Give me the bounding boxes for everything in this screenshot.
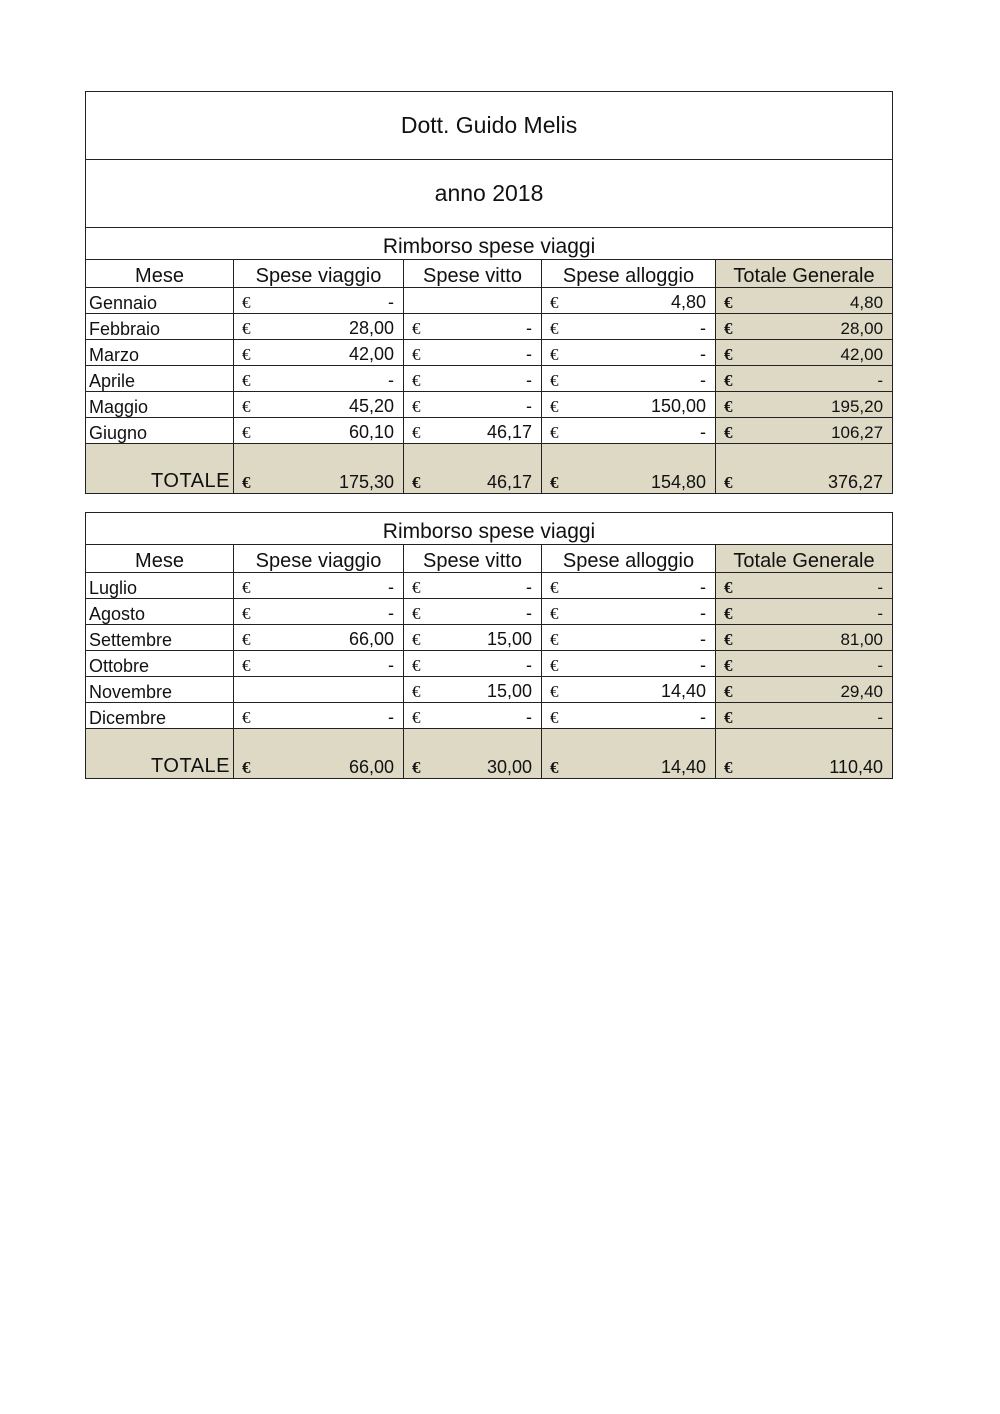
spese-alloggio-cell: [542, 418, 716, 444]
column-header-spese-viaggio: Spese viaggio: [234, 545, 404, 573]
month-cell: Novembre: [86, 677, 234, 703]
euro-symbol: €: [550, 423, 559, 442]
amount-value: 110,40: [829, 757, 883, 777]
totale-generale-cell: [716, 573, 893, 599]
amount-value: -: [526, 707, 532, 727]
spese-vitto-cell: [404, 366, 542, 392]
column-header-spese-viaggio: Spese viaggio: [234, 260, 404, 288]
total-label: TOTALE: [86, 444, 234, 494]
totale-generale-cell: [716, 366, 893, 392]
euro-symbol: €: [412, 758, 421, 777]
euro-symbol: €: [412, 371, 421, 390]
spese-viaggio-cell: [234, 340, 404, 366]
amount-value: 66,00: [348, 757, 394, 777]
month-cell: Ottobre: [86, 651, 234, 677]
section-title: Rimborso spese viaggi: [86, 513, 893, 545]
month-cell: Maggio: [86, 392, 234, 418]
spese-viaggio-cell: [234, 314, 404, 340]
amount-value: -: [526, 344, 532, 364]
totals-row: [86, 729, 893, 779]
amount-value: -: [877, 656, 883, 675]
month-cell: Febbraio: [86, 314, 234, 340]
column-header-totale-generale: Totale Generale: [716, 545, 893, 573]
table-row: [86, 677, 893, 703]
amount-value: -: [700, 344, 706, 364]
column-header-row: [86, 260, 893, 288]
spese-alloggio-cell: [542, 340, 716, 366]
spese-vitto-cell: [404, 677, 542, 703]
amount-value: -: [700, 422, 706, 442]
euro-symbol: €: [242, 319, 251, 338]
euro-symbol: €: [412, 423, 421, 442]
amount-value: 42,00: [840, 345, 884, 364]
euro-symbol: €: [550, 578, 559, 597]
spese-alloggio-cell: [542, 703, 716, 729]
euro-symbol: €: [242, 656, 251, 675]
expense-table-1: [85, 91, 893, 494]
column-header-spese-alloggio: Spese alloggio: [542, 545, 716, 573]
amount-value: 150,00: [650, 396, 706, 416]
spese-viaggio-cell: [234, 573, 404, 599]
euro-symbol: €: [242, 345, 251, 364]
spese-alloggio-cell: [542, 366, 716, 392]
euro-symbol: €: [550, 293, 559, 312]
spese-vitto-cell: [404, 573, 542, 599]
amount-value: 42,00: [348, 344, 394, 364]
month-cell: Gennaio: [86, 288, 234, 314]
spese-vitto-cell: [404, 314, 542, 340]
table-row: [86, 418, 893, 444]
table-row: [86, 651, 893, 677]
euro-symbol: €: [412, 682, 421, 701]
month-cell: Giugno: [86, 418, 234, 444]
table-row: [86, 288, 893, 314]
total-totale-cell: [716, 729, 893, 779]
month-cell: Settembre: [86, 625, 234, 651]
totale-generale-cell: [716, 677, 893, 703]
total-vitto-cell: [404, 729, 542, 779]
total-vitto-cell: [404, 444, 542, 494]
amount-value: -: [526, 603, 532, 623]
year-title: anno 2018: [86, 160, 893, 228]
spese-vitto-cell: [404, 625, 542, 651]
amount-value: 81,00: [840, 630, 883, 649]
amount-value: 376,27: [828, 472, 884, 492]
euro-symbol: €: [550, 473, 559, 492]
amount-value: 14,40: [660, 757, 706, 777]
spese-viaggio-cell: [234, 599, 404, 625]
amount-value: -: [700, 629, 706, 649]
euro-symbol: €: [242, 473, 251, 492]
euro-symbol: €: [550, 656, 559, 675]
spese-alloggio-cell: [542, 677, 716, 703]
table-row: [86, 625, 893, 651]
euro-symbol: €: [550, 758, 559, 777]
spese-alloggio-cell: [542, 314, 716, 340]
amount-value: 106,27: [831, 423, 884, 442]
amount-value: 66,00: [348, 629, 394, 649]
table-row: [86, 573, 893, 599]
spese-viaggio-cell: [234, 392, 404, 418]
euro-symbol: €: [724, 630, 733, 649]
totals-row: [86, 444, 893, 494]
euro-symbol: €: [724, 578, 733, 597]
column-header-spese-alloggio: Spese alloggio: [542, 260, 716, 288]
amount-value: -: [877, 371, 884, 390]
amount-value: 154,80: [650, 472, 706, 492]
euro-symbol: €: [242, 708, 251, 727]
amount-value: -: [700, 655, 706, 675]
total-totale-cell: [716, 444, 893, 494]
amount-value: -: [388, 292, 394, 312]
euro-symbol: €: [724, 758, 733, 777]
amount-value: -: [700, 318, 706, 338]
expense-table-2: [85, 512, 893, 779]
table-body: [86, 288, 893, 494]
spese-vitto-cell: [404, 392, 542, 418]
euro-symbol: €: [724, 473, 733, 492]
amount-value: -: [526, 370, 532, 390]
euro-symbol: €: [550, 345, 559, 364]
amount-value: -: [877, 708, 883, 727]
euro-symbol: €: [412, 345, 421, 364]
euro-symbol: €: [550, 604, 559, 623]
euro-symbol: €: [412, 319, 421, 338]
euro-symbol: €: [412, 630, 421, 649]
amount-value: 46,17: [486, 472, 532, 492]
expense-sheet-first-half: [85, 91, 892, 494]
amount-value: 46,17: [486, 422, 532, 442]
amount-value: 60,10: [348, 422, 394, 442]
amount-value: -: [877, 604, 883, 623]
spese-viaggio-cell: [234, 366, 404, 392]
amount-value: -: [388, 603, 394, 623]
euro-symbol: €: [724, 371, 733, 390]
euro-symbol: €: [724, 656, 733, 675]
euro-symbol: €: [724, 604, 733, 623]
amount-value: 29,40: [840, 682, 883, 701]
amount-value: 15,00: [486, 629, 532, 649]
amount-value: -: [700, 370, 706, 390]
spese-viaggio-cell: [234, 288, 404, 314]
month-cell: Marzo: [86, 340, 234, 366]
euro-symbol: €: [242, 604, 251, 623]
month-cell: Aprile: [86, 366, 234, 392]
euro-symbol: €: [242, 293, 251, 312]
month-cell: Luglio: [86, 573, 234, 599]
amount-value: 28,00: [348, 318, 394, 338]
totale-generale-cell: [716, 418, 893, 444]
amount-value: -: [700, 707, 706, 727]
spese-alloggio-cell: [542, 625, 716, 651]
spese-vitto-cell: [404, 418, 542, 444]
table-row: [86, 314, 893, 340]
column-header-spese-vitto: Spese vitto: [404, 260, 542, 288]
total-viaggio-cell: [234, 729, 404, 779]
amount-value: -: [526, 318, 532, 338]
table-row: [86, 340, 893, 366]
euro-symbol: €: [412, 473, 421, 492]
euro-symbol: €: [242, 630, 251, 649]
amount-value: 15,00: [486, 681, 532, 701]
spese-viaggio-cell: [234, 677, 404, 703]
euro-symbol: €: [724, 319, 733, 338]
spese-viaggio-cell: [234, 703, 404, 729]
month-cell: Dicembre: [86, 703, 234, 729]
section-title: Rimborso spese viaggi: [86, 228, 893, 260]
column-header-row: [86, 545, 893, 573]
totale-generale-cell: [716, 651, 893, 677]
spese-vitto-cell: [404, 703, 542, 729]
table-body: [86, 573, 893, 779]
euro-symbol: €: [724, 293, 733, 312]
totale-generale-cell: [716, 392, 893, 418]
euro-symbol: €: [412, 604, 421, 623]
spese-alloggio-cell: [542, 651, 716, 677]
euro-symbol: €: [242, 758, 251, 777]
euro-symbol: €: [550, 682, 559, 701]
amount-value: -: [877, 578, 883, 597]
euro-symbol: €: [242, 578, 251, 597]
amount-value: 28,00: [840, 319, 884, 338]
amount-value: -: [388, 707, 394, 727]
amount-value: 14,40: [660, 681, 706, 701]
amount-value: -: [526, 396, 532, 416]
table-row: [86, 392, 893, 418]
euro-symbol: €: [412, 656, 421, 675]
totale-generale-cell: [716, 314, 893, 340]
column-header-mese: Mese: [86, 545, 234, 573]
spese-vitto-cell: [404, 288, 542, 314]
euro-symbol: €: [550, 319, 559, 338]
expense-sheet-second-half: [85, 512, 892, 779]
euro-symbol: €: [242, 397, 251, 416]
euro-symbol: €: [550, 397, 559, 416]
column-header-totale-generale: Totale Generale: [716, 260, 893, 288]
euro-symbol: €: [412, 578, 421, 597]
spese-vitto-cell: [404, 651, 542, 677]
euro-symbol: €: [242, 423, 251, 442]
spese-vitto-cell: [404, 340, 542, 366]
totale-generale-cell: [716, 288, 893, 314]
amount-value: -: [526, 577, 532, 597]
column-header-mese: Mese: [86, 260, 234, 288]
euro-symbol: €: [724, 708, 733, 727]
amount-value: 195,20: [831, 397, 884, 416]
euro-symbol: €: [550, 630, 559, 649]
total-alloggio-cell: [542, 444, 716, 494]
euro-symbol: €: [550, 708, 559, 727]
totale-generale-cell: [716, 703, 893, 729]
amount-value: 4,80: [849, 293, 884, 312]
amount-value: -: [700, 577, 706, 597]
spese-alloggio-cell: [542, 599, 716, 625]
column-header-spese-vitto: Spese vitto: [404, 545, 542, 573]
doctor-name-title: Dott. Guido Melis: [86, 92, 893, 160]
spese-vitto-cell: [404, 599, 542, 625]
spese-alloggio-cell: [542, 288, 716, 314]
totale-generale-cell: [716, 625, 893, 651]
amount-value: -: [700, 603, 706, 623]
spese-viaggio-cell: [234, 625, 404, 651]
table-row: [86, 703, 893, 729]
euro-symbol: €: [412, 397, 421, 416]
spese-alloggio-cell: [542, 573, 716, 599]
euro-symbol: €: [724, 682, 733, 701]
totale-generale-cell: [716, 340, 893, 366]
euro-symbol: €: [724, 345, 733, 364]
spese-viaggio-cell: [234, 651, 404, 677]
amount-value: 4,80: [670, 292, 706, 312]
total-label: TOTALE: [86, 729, 234, 779]
amount-value: 30,00: [486, 757, 532, 777]
spese-viaggio-cell: [234, 418, 404, 444]
amount-value: 45,20: [348, 396, 394, 416]
amount-value: -: [388, 577, 394, 597]
spese-alloggio-cell: [542, 392, 716, 418]
total-alloggio-cell: [542, 729, 716, 779]
month-cell: Agosto: [86, 599, 234, 625]
euro-symbol: €: [550, 371, 559, 390]
amount-value: -: [526, 655, 532, 675]
euro-symbol: €: [412, 708, 421, 727]
amount-value: 175,30: [338, 472, 394, 492]
euro-symbol: €: [242, 371, 251, 390]
total-viaggio-cell: [234, 444, 404, 494]
table-row: [86, 599, 893, 625]
totale-generale-cell: [716, 599, 893, 625]
euro-symbol: €: [724, 397, 733, 416]
amount-value: -: [388, 370, 394, 390]
amount-value: -: [388, 655, 394, 675]
euro-symbol: €: [724, 423, 733, 442]
table-row: [86, 366, 893, 392]
